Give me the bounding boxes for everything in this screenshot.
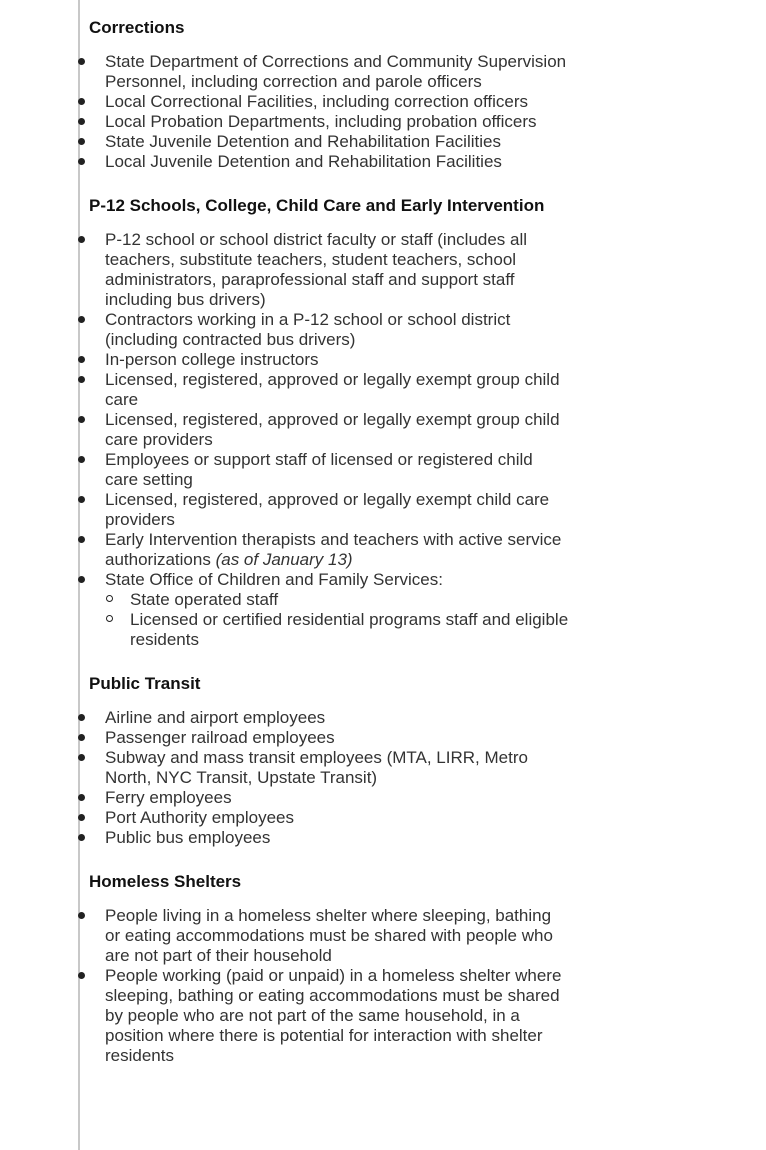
shelters-list xyxy=(89,906,569,1066)
list-item: Local Juvenile Detention and Rehabilitation Facilities xyxy=(105,152,569,172)
list-item: Public bus employees xyxy=(105,828,569,848)
list-item: People living in a homeless shelter where sleeping, bathing or eating accommodations must be shared with people who are not part of their household xyxy=(105,906,569,966)
early-intervention-text: Early Intervention therapists and teachers with active service authorizations xyxy=(105,530,562,569)
list-item: Port Authority employees xyxy=(105,808,569,828)
section-title-corrections: Corrections xyxy=(89,18,185,37)
list-item: State Department of Corrections and Community Supervision Personnel, including correction and parole officers xyxy=(105,52,569,92)
list-item: Contractors working in a P-12 school or school district (including contracted bus drivers) xyxy=(105,310,569,350)
list-item: Ferry employees xyxy=(105,788,569,808)
section-title-homeless-shelters: Homeless Shelters xyxy=(89,872,242,891)
transit-list xyxy=(89,708,569,848)
list-item: Local Probation Departments, including probation officers xyxy=(105,112,569,132)
list-item: Subway and mass transit employees (MTA, LIRR, Metro North, NYC Transit, Upstate Transit) xyxy=(105,748,569,788)
list-item: In-person college instructors xyxy=(105,350,569,370)
schools-list xyxy=(89,230,569,650)
section-title-public-transit: Public Transit xyxy=(89,674,201,693)
list-item: State Juvenile Detention and Rehabilitation Facilities xyxy=(105,132,569,152)
sub-list-item: State operated staff xyxy=(130,590,569,610)
section-title-schools: P-12 Schools, College, Child Care and Early Intervention xyxy=(89,196,545,215)
list-item: Passenger railroad employees xyxy=(105,728,569,748)
ocfs-text: State Office of Children and Family Services: xyxy=(105,570,443,589)
list-item-early-intervention xyxy=(105,530,569,570)
list-item: Local Correctional Facilities, including correction officers xyxy=(105,92,569,112)
list-item: Licensed, registered, approved or legally exempt group child care xyxy=(105,370,569,410)
list-item: P-12 school or school district faculty or staff (includes all teachers, substitute teachers, student teachers, school administrators, paraprofessional staff and support staff including bus drivers) xyxy=(105,230,569,310)
sub-list-item: Licensed or certified residential programs staff and eligible residents xyxy=(130,610,569,649)
list-item: Licensed, registered, approved or legally exempt child care providers xyxy=(105,490,569,530)
list-item-ocfs xyxy=(105,570,569,650)
list-item: People working (paid or unpaid) in a homeless shelter where sleeping, bathing or eating accommodations must be shared by people who are not part of the same household, in a position where there is potential for interaction with shelter residents xyxy=(105,966,569,1066)
corrections-list xyxy=(89,52,569,172)
early-intervention-date-note: (as of January 13) xyxy=(215,550,353,569)
list-item: Airline and airport employees xyxy=(105,708,569,728)
ocfs-sublist xyxy=(105,590,569,650)
list-item: Employees or support staff of licensed or registered child care setting xyxy=(105,450,569,490)
list-item: Licensed, registered, approved or legally exempt group child care providers xyxy=(105,410,569,450)
document-content xyxy=(89,14,569,1066)
